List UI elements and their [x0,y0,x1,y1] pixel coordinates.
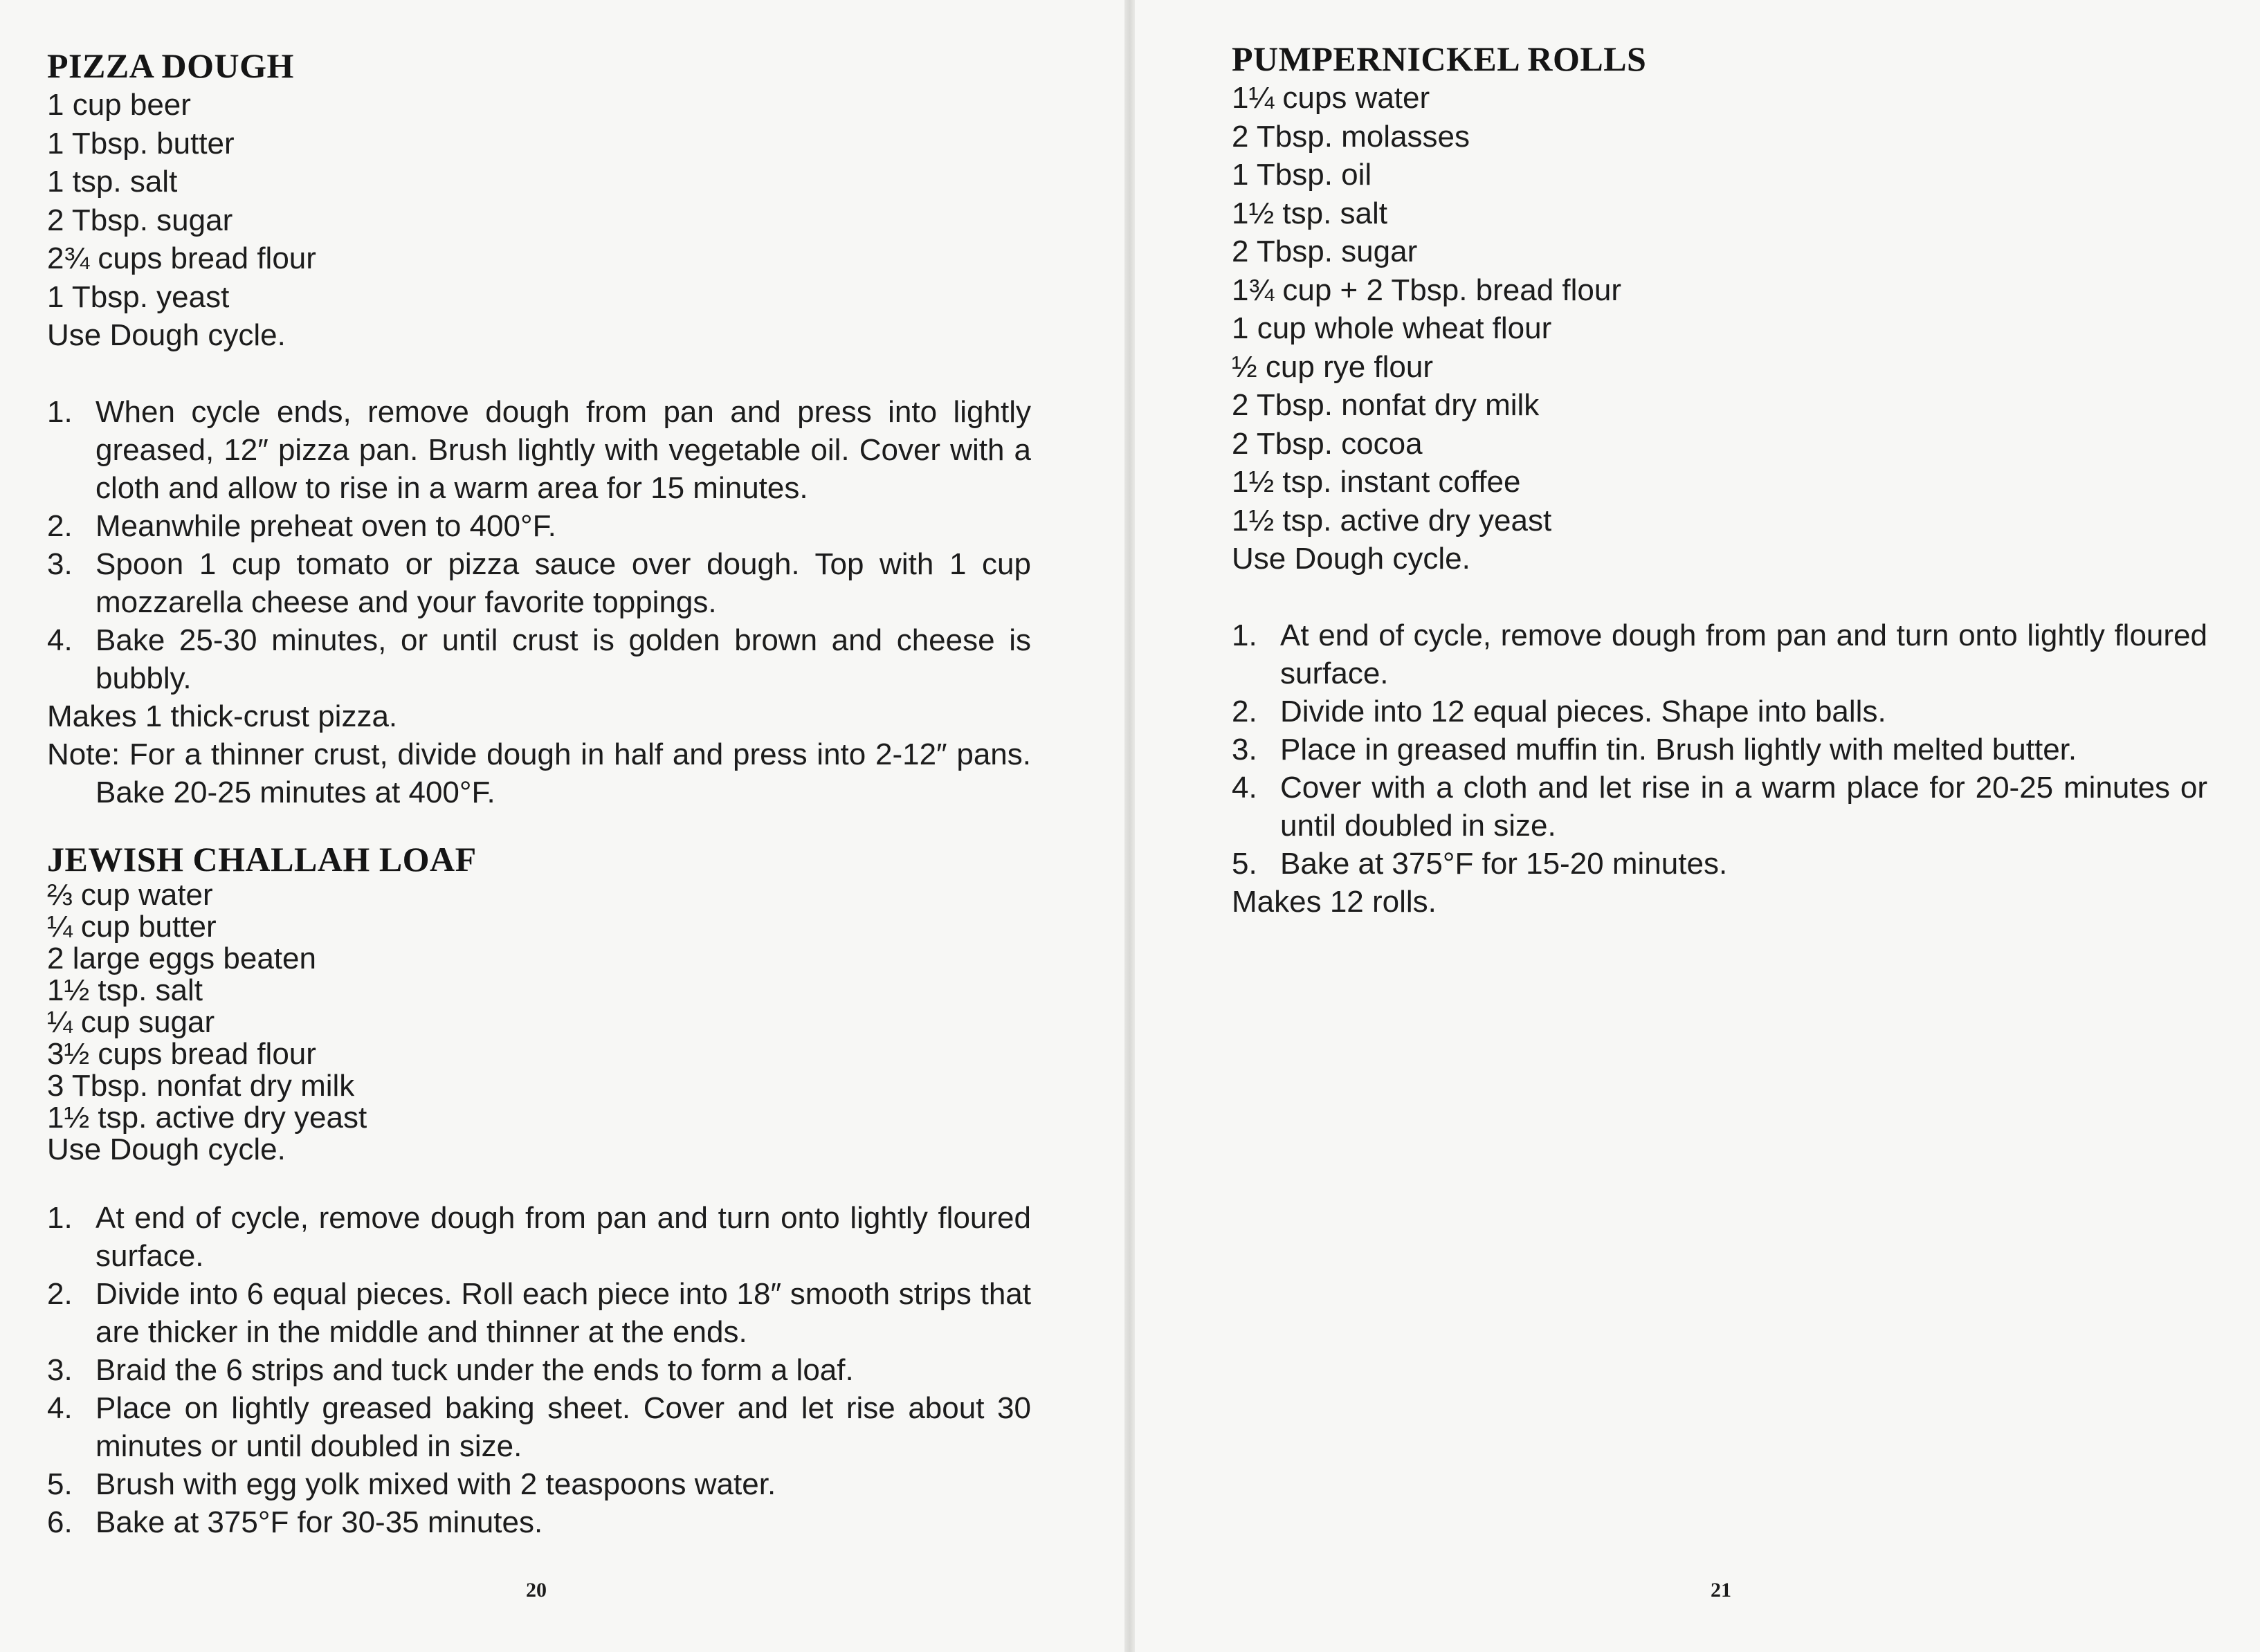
step-text: At end of cycle, remove dough from pan and turn onto lightly floured surface. [1280,618,2207,690]
step-number: 6. [47,1505,73,1539]
recipe-title: PIZZA DOUGH [47,46,294,85]
step-text: Bake 25-30 minutes, or until crust is golden brown and cheese is bubbly. [95,623,1031,695]
ingredient: 3½ cups bread flour [47,1037,316,1071]
right-page [1135,0,2260,1652]
step-number: 4. [1232,770,1257,805]
step-list [47,393,1031,697]
step-text: Spoon 1 cup tomato or pizza sauce over dough. Top with 1 cup mozzarella cheese and your favorite toppings. [95,547,1031,619]
step-number: 4. [47,623,73,657]
step-text: Bake at 375°F for 30-35 minutes. [95,1505,543,1539]
ingredient: ⅔ cup water [47,878,213,912]
ingredient: 2 Tbsp. sugar [1232,235,1418,268]
recipe-pizza-dough [47,46,1031,811]
step [47,1275,1031,1351]
ingredient: 2¾ cups bread flour [47,241,316,275]
ingredient: 1 cup beer [47,88,191,122]
left-page [0,0,1124,1652]
page-number: 21 [1711,1579,1731,1601]
step [1232,616,2207,692]
ingredient: 2 large eggs beaten [47,942,316,975]
step-text: Divide into 6 equal pieces. Roll each piece into 18″ smooth strips that are thicker in the middle and thinner at the ends. [95,1277,1031,1349]
recipe-title: JEWISH CHALLAH LOAF [47,840,477,879]
step [1232,731,2207,769]
step-number: 3. [47,547,73,581]
ingredient: ¼ cup sugar [47,1005,215,1039]
step [47,1199,1031,1275]
recipe-note: Note: For a thinner crust, divide dough in half and press into 2-12″ pans. Bake 20-25 minutes at 400°F. [47,737,1031,809]
step [47,507,1031,545]
ingredient: 1¼ cups water [1232,81,1430,115]
cycle-instruction: Use Dough cycle. [47,1132,286,1166]
step-number: 5. [1232,846,1257,881]
step-number: 3. [47,1353,73,1387]
recipe-jewish-challah-loaf [47,839,1031,1541]
ingredient: 2 Tbsp. cocoa [1232,426,1423,461]
ingredient: ½ cup rye flour [1232,349,1434,384]
step [1232,769,2207,845]
ingredient: 1½ tsp. salt [1232,196,1388,230]
step-number: 2. [1232,694,1257,728]
step-number: 1. [47,1201,73,1235]
recipe-pumpernickel-rolls [1232,39,2207,921]
step-text: Bake at 375°F for 15-20 minutes. [1280,846,1728,881]
step-number: 1. [1232,618,1257,652]
ingredient: 1¾ cup + 2 Tbsp. bread flour [1232,273,1621,307]
ingredient: 1 Tbsp. butter [47,126,235,160]
step-text: Meanwhile preheat oven to 400°F. [95,508,556,543]
step-text: Cover with a cloth and let rise in a warm place for 20-25 minutes or until doubled in size. [1280,770,2207,843]
cycle-instruction: Use Dough cycle. [47,318,286,352]
ingredient: 2 Tbsp. sugar [47,203,233,237]
ingredient-list [47,879,1031,1134]
ingredient: 1 cup whole wheat flour [1232,311,1552,345]
step [47,1465,1031,1503]
book-gutter [1124,0,1135,1652]
step [1232,692,2207,731]
step [47,393,1031,507]
yield-text: Makes 12 rolls. [1232,884,1437,919]
step [47,1389,1031,1465]
step-text: Brush with egg yolk mixed with 2 teaspoons water. [95,1467,776,1501]
ingredient-list [47,86,1031,316]
step [47,545,1031,621]
step-number: 2. [47,1277,73,1311]
ingredient: 1½ tsp. salt [47,973,203,1007]
step-number: 3. [1232,732,1257,767]
ingredient: 1 tsp. salt [47,165,178,199]
step-number: 1. [47,394,73,429]
step [47,621,1031,697]
ingredient: 3 Tbsp. nonfat dry milk [47,1069,355,1103]
ingredient: 1 Tbsp. yeast [47,279,230,314]
step-list [1232,616,2207,883]
step-number: 5. [47,1467,73,1501]
step [47,1503,1031,1541]
cycle-instruction: Use Dough cycle. [1232,542,1470,576]
step-text: Place on lightly greased baking sheet. Cover and let rise about 30 minutes or until doubled in size. [95,1391,1031,1463]
ingredient: 1½ tsp. active dry yeast [1232,503,1552,538]
recipe-title: PUMPERNICKEL ROLLS [1232,39,1647,78]
ingredient: 1½ tsp. active dry yeast [47,1101,367,1135]
step [1232,845,2207,883]
yield-text: Makes 1 thick-crust pizza. [47,699,398,733]
step-text: Divide into 12 equal pieces. Shape into balls. [1280,694,1886,728]
step-number: 4. [47,1391,73,1425]
page-number: 20 [526,1579,547,1601]
ingredient-list [1232,79,2207,540]
step-number: 2. [47,508,73,543]
ingredient: ¼ cup butter [47,910,217,944]
step-text: At end of cycle, remove dough from pan and turn onto lightly floured surface. [95,1201,1031,1273]
step-text: When cycle ends, remove dough from pan and press into lightly greased, 12″ pizza pan. Brush lightly with vegetable oil. Cover with a cloth and allow to rise in a warm area for 15 minutes. [95,394,1031,505]
ingredient: 1½ tsp. instant coffee [1232,465,1521,499]
ingredient: 1 Tbsp. oil [1232,158,1372,192]
step-list [47,1199,1031,1541]
ingredient: 2 Tbsp. nonfat dry milk [1232,388,1540,422]
step-text: Place in greased muffin tin. Brush lightly with melted butter. [1280,732,2077,767]
step-text: Braid the 6 strips and tuck under the ends to form a loaf. [95,1353,854,1387]
ingredient: 2 Tbsp. molasses [1232,119,1470,154]
step [47,1351,1031,1389]
